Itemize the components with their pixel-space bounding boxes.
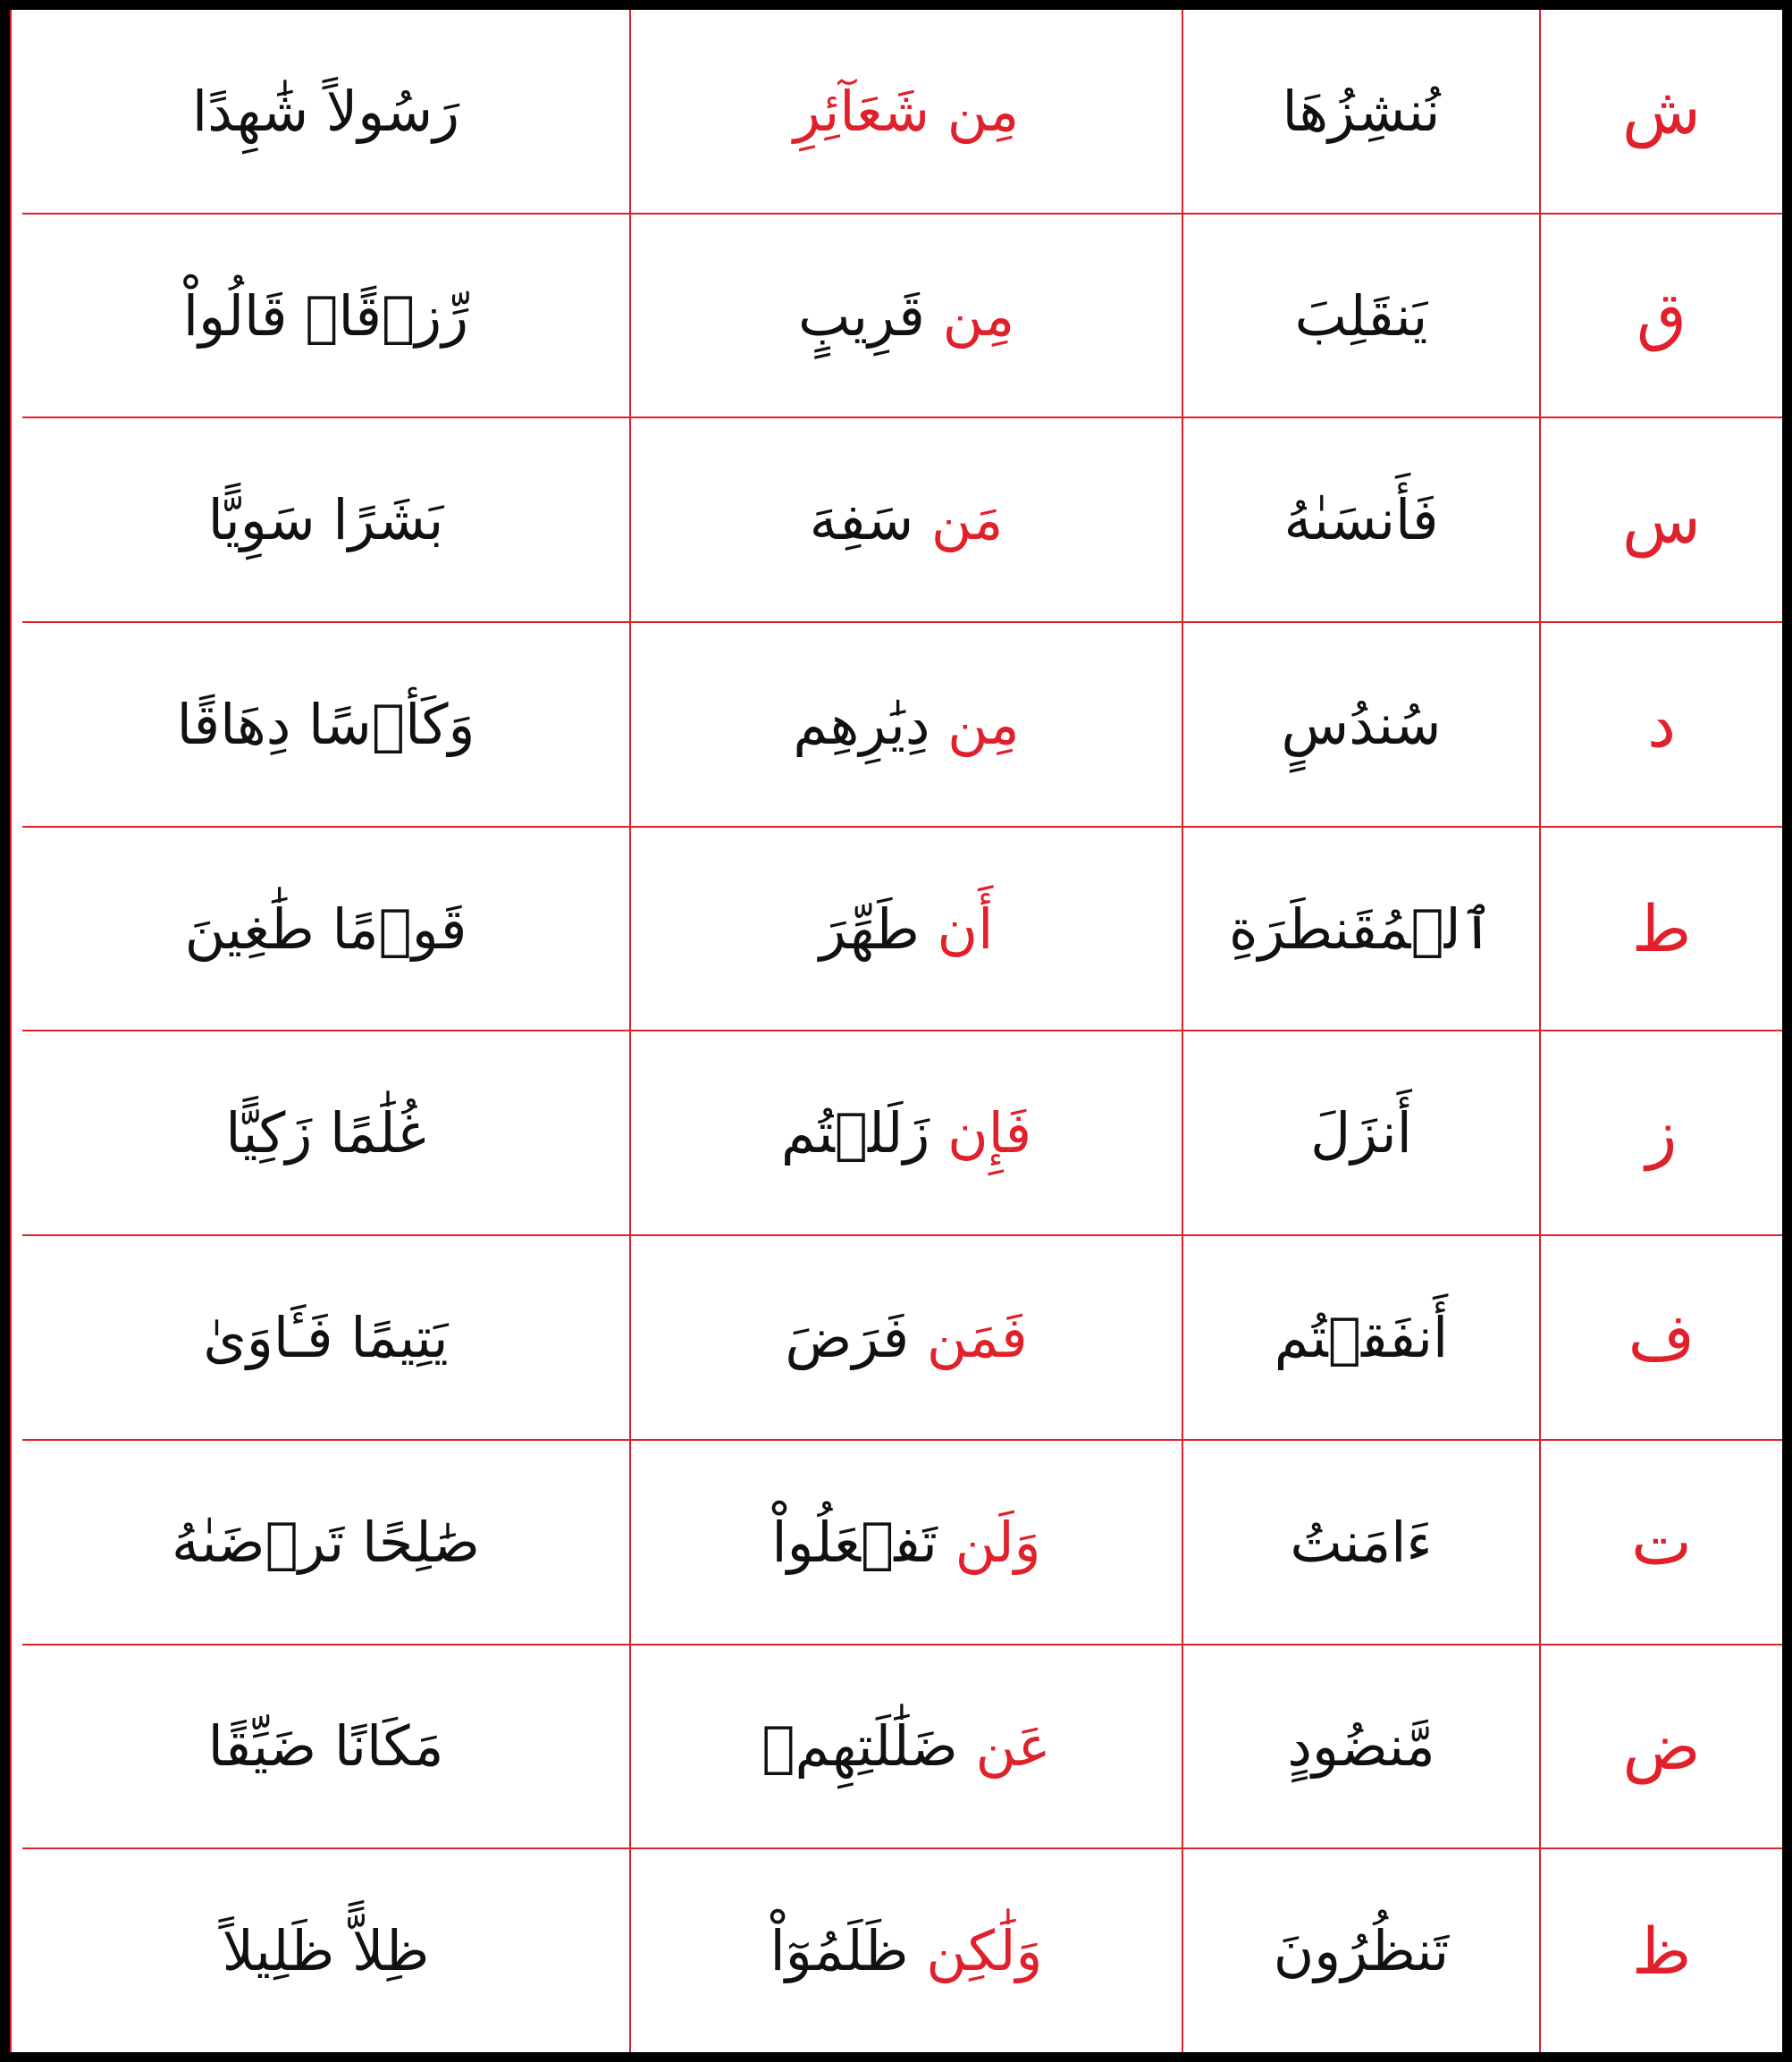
arabic-text-segment: قَالُواْ <box>182 282 288 349</box>
letter-cell: ظ <box>1540 1848 1782 2052</box>
table-row <box>22 417 1782 622</box>
arabic-text-segment: دِهَاقًا <box>176 691 291 757</box>
word-example-cell <box>1182 10 1540 214</box>
table-row <box>22 214 1782 418</box>
phrase-example-cell <box>630 827 1182 1031</box>
verse-example-cell <box>22 827 630 1031</box>
arabic-text-segment: شَعَآئِرِ <box>793 78 930 144</box>
arabic-text-segment: فَرَضَ <box>785 1304 910 1370</box>
arabic-text-segment: ظِلاًّ <box>334 1918 430 1984</box>
table-row <box>22 1235 1782 1440</box>
word-example-cell <box>1182 1440 1540 1645</box>
arabic-text-segment: مِن <box>924 282 1015 349</box>
arabic-text-segment: ظَلَمُوٓاْ <box>770 1918 909 1984</box>
letter-cell: ق <box>1540 214 1782 418</box>
table-row <box>22 1645 1782 1849</box>
arabic-text-segment: ٱلۡمُقَنطَرَةِ <box>1229 896 1493 962</box>
arabic-text-segment: سُندُسٍ <box>1281 691 1442 757</box>
letter-cell: س <box>1540 417 1782 622</box>
phrase-example-cell <box>630 10 1182 214</box>
arabic-text-segment: ضَلَٰلَتِهِمۡ <box>761 1713 958 1780</box>
table-row <box>22 1848 1782 2052</box>
verse-example-cell <box>22 622 630 827</box>
word-example-cell <box>1182 1235 1540 1440</box>
arabic-text-segment: تَنظُرُونَ <box>1273 1918 1450 1984</box>
arabic-text-segment: صَٰلِحًا <box>344 1509 481 1575</box>
arabic-text-segment: عَن <box>957 1713 1051 1780</box>
arabic-text-segment: ظَلِيلاً <box>222 1918 335 1984</box>
phrase-example-cell <box>630 1235 1182 1440</box>
letter-cell: ط <box>1540 827 1782 1031</box>
arabic-text-segment: ضَيِّقًا <box>207 1713 317 1780</box>
arabic-text-segment: زَلَلۡتُم <box>780 1100 930 1166</box>
arabic-text-segment: نُنشِزُهَا <box>1282 78 1441 144</box>
arabic-text-segment: قَرِيبٍ <box>797 282 925 349</box>
arabic-text-segment: مِن <box>930 78 1020 144</box>
arabic-text-segment: فَأَنسَىٰهُ <box>1283 487 1439 553</box>
word-example-cell <box>1182 622 1540 827</box>
table-row <box>22 622 1782 827</box>
arabic-text-segment: غُلَٰمًا <box>312 1100 426 1166</box>
arabic-text-segment: سَوِيًّا <box>207 487 315 553</box>
phrase-example-cell <box>630 1645 1182 1849</box>
arabic-text-segment: فَمَن <box>909 1304 1028 1370</box>
verse-example-cell <box>22 214 630 418</box>
arabic-text-segment: تَرۡضَىٰهُ <box>171 1509 345 1575</box>
phrase-example-cell <box>630 1031 1182 1235</box>
arabic-text-segment: وَلَن <box>937 1509 1041 1575</box>
arabic-text-segment: يَتِيمًا <box>332 1304 449 1370</box>
letter-cell: ز <box>1540 1031 1782 1235</box>
arabic-text-segment: وَلَٰكِن <box>908 1918 1043 1984</box>
arabic-text-segment: ءَامَنتُ <box>1290 1509 1433 1575</box>
phrase-example-cell <box>630 417 1182 622</box>
phrase-example-cell <box>630 214 1182 418</box>
arabic-text-segment: مَكَانًا <box>316 1713 444 1780</box>
verse-example-cell <box>22 1848 630 2052</box>
arabic-text-segment: فَإِن <box>930 1100 1032 1166</box>
word-example-cell <box>1182 214 1540 418</box>
arabic-text-segment: رَسُولاً <box>308 78 460 144</box>
verse-example-cell <box>22 1440 630 1645</box>
arabic-text-segment: زَكِيًّا <box>225 1100 313 1166</box>
arabic-text-segment: قَوۡمًا <box>314 896 467 962</box>
arabic-text-segment: وَكَأۡسًا <box>290 691 475 757</box>
arabic-text-segment: طَٰغِينَ <box>184 896 315 962</box>
letter-cell: ش <box>1540 10 1782 214</box>
arabic-text-segment: شَٰهِدًا <box>191 78 309 144</box>
margin-rule <box>10 10 12 2052</box>
arabic-text-segment: رِّزۡقًاۖ <box>287 282 469 349</box>
phrase-example-cell <box>630 622 1182 827</box>
phrase-example-cell <box>630 1848 1182 2052</box>
word-example-cell <box>1182 827 1540 1031</box>
word-example-cell <box>1182 1848 1540 2052</box>
ikhfa-table <box>22 10 1782 2052</box>
arabic-text-segment: طَهِّرَ <box>819 896 920 962</box>
table-body <box>22 10 1782 2052</box>
letter-cell: د <box>1540 622 1782 827</box>
verse-example-cell <box>22 10 630 214</box>
arabic-text-segment: مِن <box>930 691 1020 757</box>
arabic-text-segment: أَن <box>919 896 994 962</box>
table-row <box>22 10 1782 214</box>
word-example-cell <box>1182 417 1540 622</box>
arabic-text-segment: يَنقَلِبَ <box>1294 282 1428 349</box>
letter-cell: ت <box>1540 1440 1782 1645</box>
arabic-text-segment: تَفۡعَلُواْ <box>771 1509 938 1575</box>
arabic-text-segment: مَّنضُودٍ <box>1287 1713 1435 1780</box>
arabic-text-segment: دِيَٰرِهِم <box>793 691 930 757</box>
arabic-text-segment: مَن <box>913 487 1004 553</box>
phrase-example-cell <box>630 1440 1182 1645</box>
verse-example-cell <box>22 1645 630 1849</box>
word-example-cell <box>1182 1645 1540 1849</box>
arabic-text-segment: بَشَرًا <box>315 487 444 553</box>
letter-cell: ف <box>1540 1235 1782 1440</box>
word-example-cell <box>1182 1031 1540 1235</box>
verse-example-cell <box>22 1031 630 1235</box>
verse-example-cell <box>22 417 630 622</box>
table-row <box>22 1031 1782 1235</box>
arabic-text-segment: أَنزَلَ <box>1310 1100 1412 1166</box>
letter-cell: ض <box>1540 1645 1782 1849</box>
arabic-text-segment: أَنفَقۡتُم <box>1274 1304 1449 1370</box>
verse-example-cell <box>22 1235 630 1440</box>
arabic-text-segment: فَـَٔاوَىٰ <box>203 1304 333 1370</box>
table-row <box>22 827 1782 1031</box>
arabic-text-segment: سَفِهَ <box>809 487 914 553</box>
page <box>10 10 1782 2052</box>
table-row <box>22 1440 1782 1645</box>
